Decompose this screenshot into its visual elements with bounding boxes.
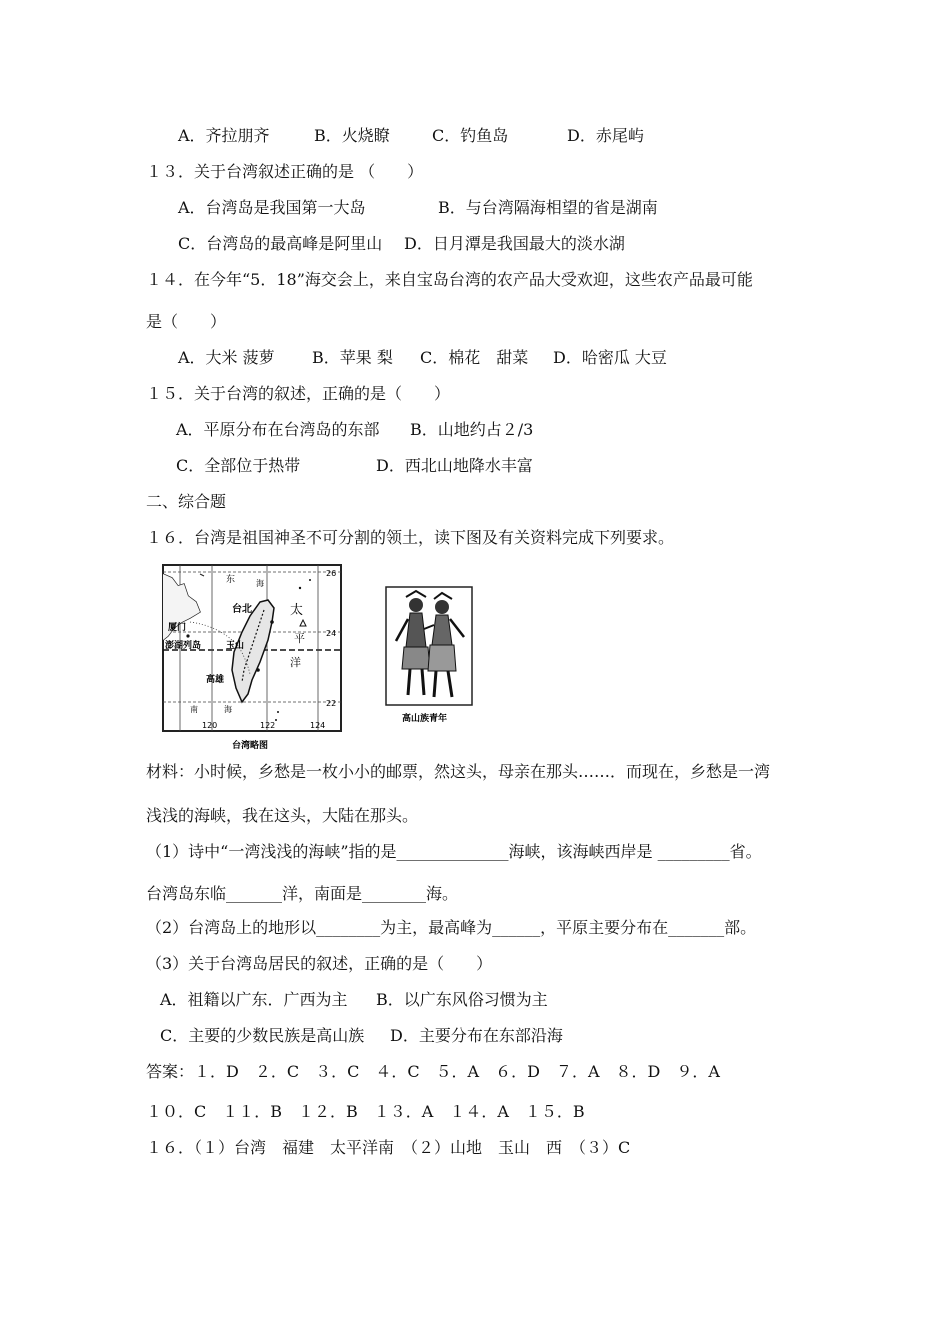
- lat-tick-22: 22: [326, 699, 337, 708]
- q13-stem: １３．关于台湾叙述正确的是 （ ）: [146, 162, 424, 181]
- sub3-option-c: C．主要的少数民族是高山族: [160, 1026, 365, 1045]
- q12-option-a: A．齐拉朋齐: [178, 126, 270, 145]
- answers-line3: １６．（１）台湾 福建 太平洋南 （２）山地 玉山 西 （３）C: [146, 1138, 631, 1157]
- q15-option-d: D．西北山地降水丰富: [376, 456, 533, 475]
- q14-stem-line2: 是（ ）: [146, 312, 227, 331]
- lon-tick-122: 122: [260, 721, 276, 730]
- map-label-yang: 洋: [290, 656, 301, 669]
- picture-caption: 高山族青年: [402, 714, 448, 724]
- lat-tick-26: 26: [326, 569, 337, 578]
- material-line1: 材料：小时候，乡愁是一枚小小的邮票，然这头，母亲在那头……．而现在，乡愁是一湾: [146, 762, 771, 781]
- section-title: 二、综合题: [146, 492, 227, 511]
- gaoshan-youth-picture: [384, 585, 480, 725]
- map-label-dong: 东: [226, 575, 236, 585]
- q14-option-b: B．苹果 梨: [312, 348, 393, 367]
- map-label-hai-bottom: 海: [224, 705, 232, 714]
- q15-option-c: C．全部位于热带: [176, 456, 301, 475]
- lon-tick-120: 120: [202, 721, 218, 730]
- q14-stem-line1: １４．在今年“5．18”海交会上，来自宝岛台湾的农产品大受欢迎，这些农产品最可能: [146, 270, 753, 289]
- q14-option-a: A．大米 菠萝: [178, 348, 275, 367]
- lon-tick-124: 124: [310, 721, 326, 730]
- map-label-penghu: 澎湖列岛: [165, 641, 202, 651]
- answers-line1: 答案：１．D ２．C ３．C ４．C ５．A ６．D ７．A ８．D ９．A: [146, 1062, 720, 1081]
- sub1-line2: 台湾岛东临_______洋，南面是________海。: [146, 884, 459, 903]
- map-label-gaoxiong: 高雄: [206, 675, 225, 685]
- q13-option-a: A．台湾岛是我国第一大岛: [178, 198, 366, 217]
- sub3-option-a: A．祖籍以广东．广西为主: [160, 990, 348, 1009]
- lat-tick-24: 24: [326, 629, 337, 638]
- answers-line2: １０．C １１．B １２．B １３．A １４．A １５．B: [146, 1102, 585, 1121]
- q13-option-d: D．日月潭是我国最大的淡水湖: [404, 234, 625, 253]
- sub3-stem: （3）关于台湾岛居民的叙述，正确的是（ ）: [146, 954, 493, 973]
- sub3-option-d: D．主要分布在东部沿海: [390, 1026, 563, 1045]
- map-label-ping: 平: [294, 632, 305, 645]
- map-label-hai-top: 海: [256, 579, 264, 588]
- map-label-nan: 南: [190, 705, 198, 714]
- q14-option-d: D．哈密瓜 大豆: [553, 348, 667, 367]
- q15-option-b: B．山地约占２/3: [410, 420, 534, 439]
- q13-option-c: C．台湾岛的最高峰是阿里山: [178, 234, 383, 253]
- sub1-line1: （1）诗中“一湾浅浅的海峡”指的是______________海峡，该海峡西岸是 _________省。: [146, 842, 762, 861]
- map-label-tai: 太: [290, 603, 304, 618]
- q14-option-c: C．棉花 甜菜: [420, 348, 529, 367]
- q13-option-b: B．与台湾隔海相望的省是湖南: [438, 198, 658, 217]
- taiwan-map: [160, 562, 350, 752]
- map-caption: 台湾略图: [232, 741, 269, 751]
- material-line2: 浅浅的海峡，我在这头，大陆在那头。: [146, 806, 419, 825]
- map-label-yushan: 玉山: [226, 641, 245, 651]
- map-label-taibei: 台北: [232, 604, 252, 615]
- q12-option-b: B．火烧瞭: [314, 126, 390, 145]
- map-label-xiamen: 厦门: [168, 623, 187, 633]
- q12-option-c: C．钓鱼岛: [432, 126, 509, 145]
- q15-option-a: A．平原分布在台湾岛的东部: [176, 420, 380, 439]
- sub3-option-b: B．以广东风俗习惯为主: [376, 990, 548, 1009]
- sub2: （2）台湾岛上的地形以________为主，最高峰为______，平原主要分布在_______部。: [146, 918, 757, 937]
- q12-option-d: D．赤尾屿: [567, 126, 644, 145]
- q16-stem: １６．台湾是祖国神圣不可分割的领土，读下图及有关资料完成下列要求。: [146, 528, 675, 547]
- q15-stem: １５．关于台湾的叙述，正确的是（ ）: [146, 384, 451, 403]
